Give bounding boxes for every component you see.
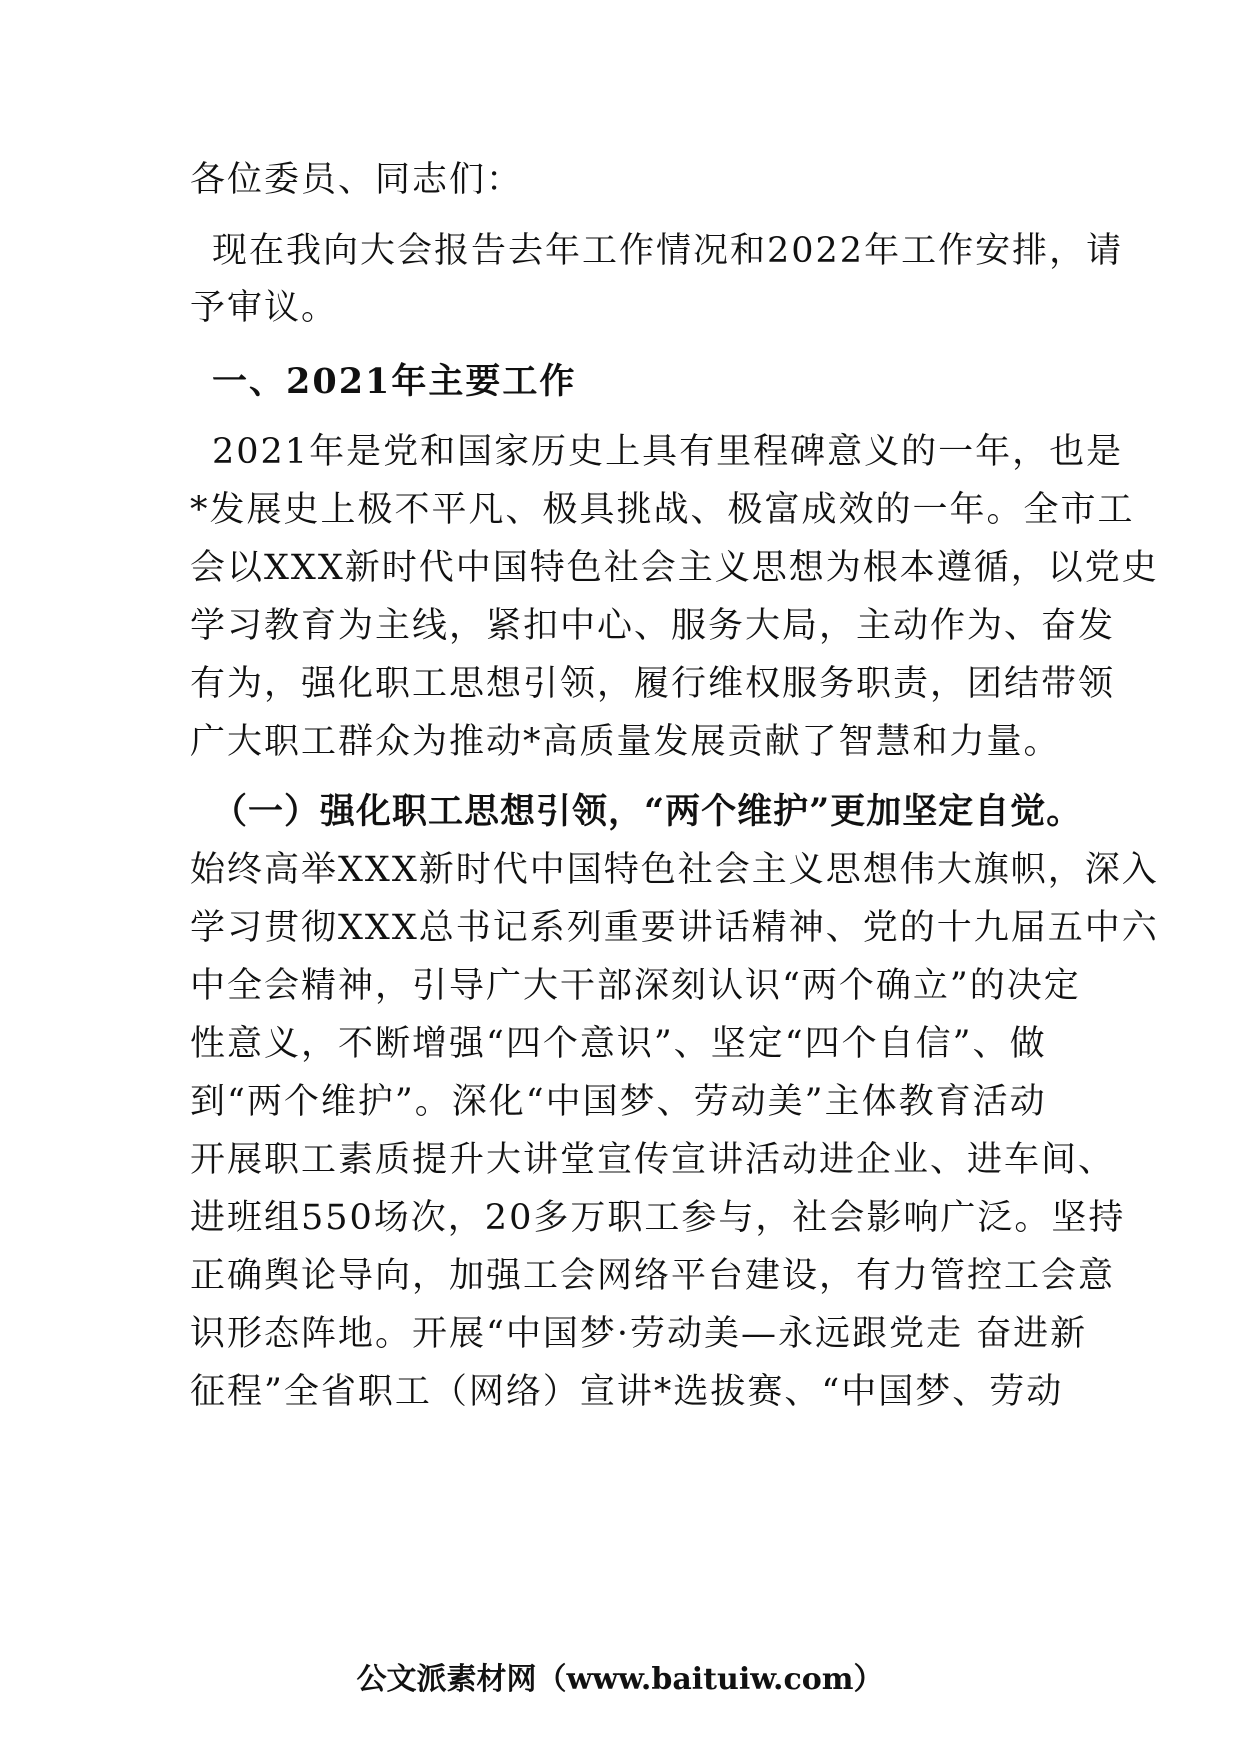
paragraph-line: 征程”全省职工（网络）宣讲*选拔赛、“中国梦、劳动 (190, 1372, 1064, 1412)
paragraph-line: 始终高举XXX新时代中国特色社会主义思想伟大旗帜，深入 (190, 850, 1159, 890)
paragraph-line: 正确舆论导向，加强工会网络平台建设，有力管控工会意 (190, 1256, 1116, 1296)
footer-watermark: 公文派素材网（www.baituiw.com） (356, 1662, 884, 1697)
paragraph-line: 识形态阵地。开展“中国梦·劳动美—永远跟党走 奋进新 (190, 1314, 1088, 1354)
paragraph-line: 中全会精神，引导广大干部深刻认识“两个确立”的决定 (190, 966, 1081, 1006)
paragraph-line: 广大职工群众为推动*高质量发展贡献了智慧和力量。 (190, 722, 1061, 762)
paragraph-line: 进班组550场次，20多万职工参与，社会影响广泛。坚持 (190, 1198, 1126, 1238)
paragraph-line: *发展史上极不平凡、极具挑战、极富成效的一年。全市工 (190, 490, 1135, 530)
paragraph-line: 开展职工素质提升大讲堂宣传宣讲活动进企业、进车间、 (190, 1140, 1116, 1180)
paragraph-line: 会以XXX新时代中国特色社会主义思想为根本遵循，以党史 (190, 548, 1159, 588)
paragraph-line: 性意义，不断增强“四个意识”、坚定“四个自信”、做 (190, 1024, 1047, 1064)
section-heading: 一、2021年主要工作 (212, 361, 577, 402)
intro-line-2: 予审议。 (190, 288, 339, 328)
paragraph-line: 学习贯彻XXX总书记系列重要讲话精神、党的十九届五中六 (190, 908, 1159, 948)
paragraph-line: 2021年是党和国家历史上具有里程碑意义的一年，也是 (212, 432, 1124, 472)
intro-line-1: 现在我向大会报告去年工作情况和2022年工作安排，请 (212, 231, 1124, 271)
salutation: 各位委员、同志们： (190, 160, 524, 200)
paragraph-line: 学习教育为主线，紧扣中心、服务大局，主动作为、奋发 (190, 606, 1116, 646)
subsection-heading: （一）强化职工思想引领，“两个维护”更加坚定自觉。 (212, 791, 1083, 832)
paragraph-line: 有为，强化职工思想引领，履行维权服务职责，团结带领 (190, 664, 1116, 704)
paragraph-line: 到“两个维护”。深化“中国梦、劳动美”主体教育活动 (190, 1082, 1047, 1122)
